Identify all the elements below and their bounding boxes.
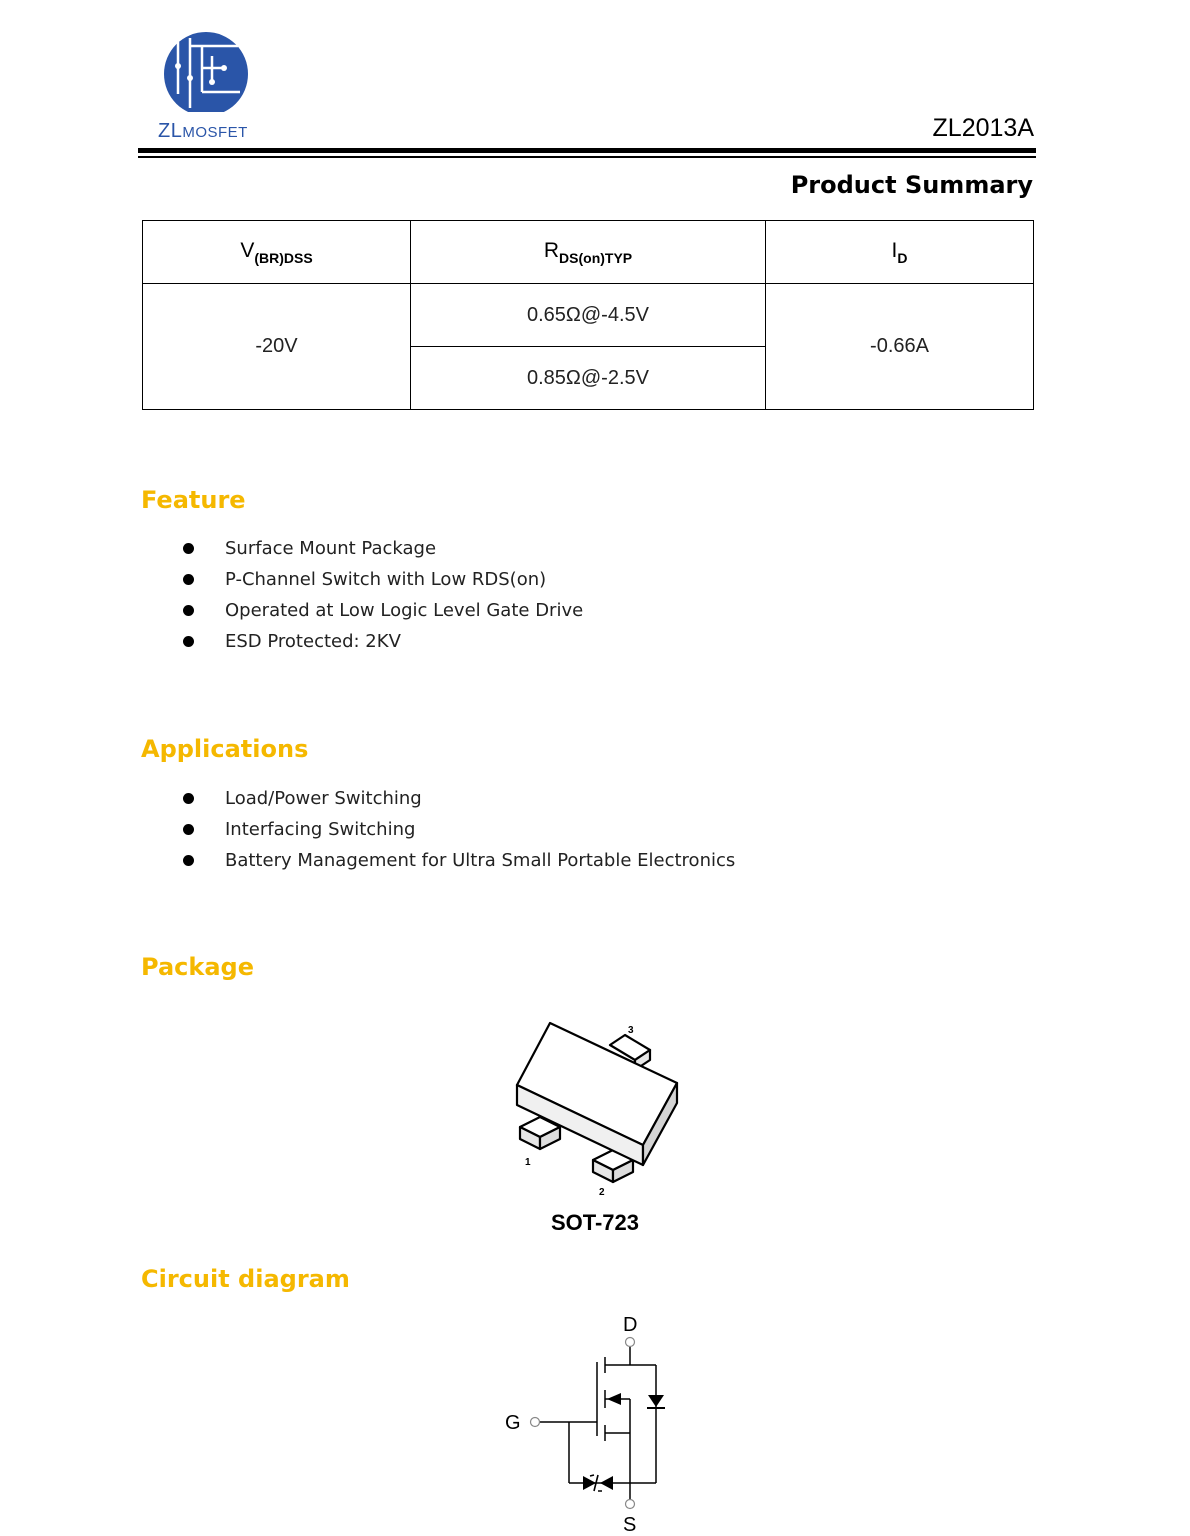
bullet-icon — [183, 824, 194, 835]
gate-terminal — [531, 1418, 540, 1427]
pin-label-3: 3 — [628, 1025, 634, 1036]
header-rdson: $R_{DS(on)TYP}$ — [411, 221, 766, 284]
bullet-icon — [183, 855, 194, 866]
source-label: S — [623, 1514, 637, 1536]
list-item: ESD Protected: 2KV — [183, 626, 583, 657]
applications-title: Applications — [141, 735, 309, 763]
source-terminal — [626, 1500, 635, 1509]
drain-terminal — [626, 1338, 635, 1347]
bullet-icon — [183, 793, 194, 804]
bullet-icon — [183, 543, 194, 554]
list-item: Operated at Low Logic Level Gate Drive — [183, 595, 583, 626]
circuit-diagram-title: Circuit diagram — [141, 1265, 350, 1293]
brand-name: ZLMOSFET — [158, 120, 248, 142]
package-title: Package — [141, 953, 254, 981]
sot723-package-drawing — [505, 1015, 690, 1200]
table-row — [143, 284, 1034, 347]
bullet-icon — [183, 636, 194, 647]
drain-label: D — [623, 1314, 638, 1336]
bullet-icon — [183, 605, 194, 616]
package-name: SOT-723 — [550, 1210, 640, 1235]
value-rdson-2v5: 0.85Ω@-2.5V — [411, 347, 766, 410]
bullet-icon — [183, 574, 194, 585]
list-item: Surface Mount Package — [183, 533, 583, 564]
value-vbrdss: -20V — [143, 284, 411, 410]
product-summary-table — [142, 220, 1034, 410]
pin-label-1: 1 — [525, 1157, 531, 1168]
value-rdson-4v5: 0.65Ω@-4.5V — [411, 284, 766, 347]
list-item: Interfacing Switching — [183, 814, 735, 845]
feature-list — [183, 533, 583, 657]
header-vbrdss: $V_{(BR)DSS}$ — [143, 221, 411, 284]
product-summary-title: Product Summary — [790, 171, 1033, 199]
header-rule-thin — [138, 156, 1036, 158]
zlmosfet-logo — [160, 32, 252, 112]
list-item: Load/Power Switching — [183, 783, 735, 814]
gate-label: G — [505, 1412, 521, 1434]
mosfet-circuit-diagram — [495, 1305, 680, 1536]
applications-list — [183, 783, 735, 876]
pin-label-2: 2 — [599, 1187, 605, 1198]
list-item: Battery Management for Ultra Small Portable Electronics — [183, 845, 735, 876]
feature-title: Feature — [141, 486, 246, 514]
value-id: -0.66A — [766, 284, 1034, 410]
list-item: P-Channel Switch with Low RDS(on) — [183, 564, 583, 595]
header-rule-thick — [138, 148, 1036, 153]
header-id: $I_D$ — [766, 221, 1034, 284]
table-header-row — [143, 221, 1034, 284]
part-number: ZL2013A — [932, 114, 1034, 142]
